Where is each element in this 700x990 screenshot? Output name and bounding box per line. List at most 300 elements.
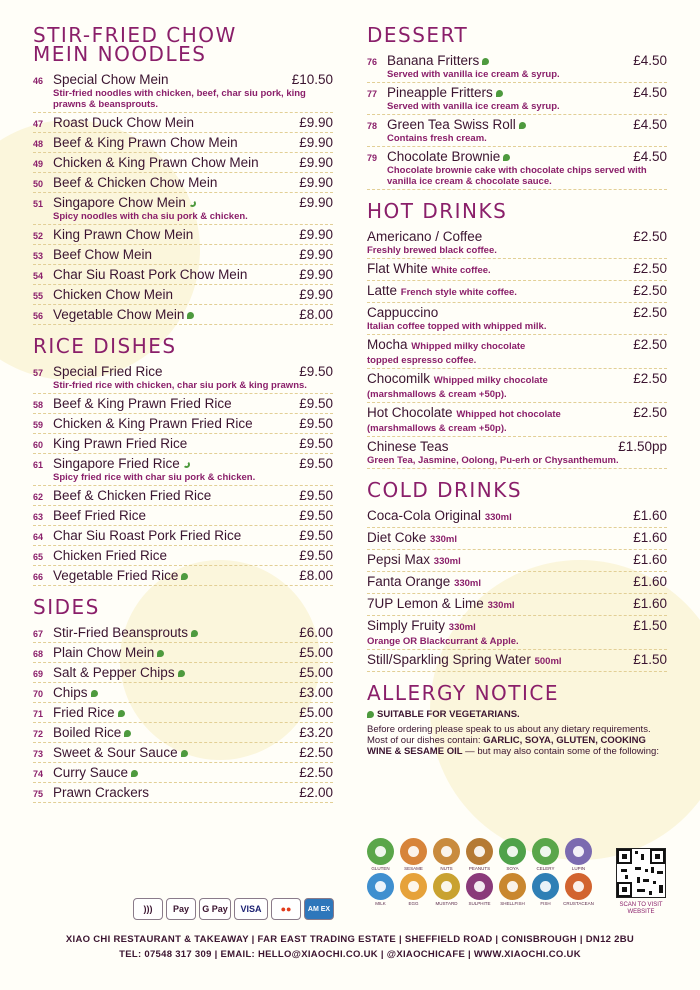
item-price: £2.50 [633, 371, 667, 386]
item-number: 48 [33, 139, 44, 149]
menu-item [33, 486, 333, 506]
item-number: 56 [33, 311, 44, 321]
item-price: £9.90 [299, 175, 333, 190]
menu-item [367, 281, 667, 303]
item-name [53, 685, 299, 700]
item-name [367, 261, 633, 278]
item-name [387, 85, 633, 100]
section-title: STIR-FRIED CHOW MEIN NOODLES [33, 23, 237, 66]
item-name-text: Chicken & King Prawn Fried Rice [53, 416, 253, 431]
menu-item-row [33, 155, 333, 170]
allergen-lupin-icon [565, 838, 592, 871]
qr-label: SCAN TO VISIT WEBSITE [619, 902, 663, 915]
menu-item [367, 51, 667, 83]
item-number: 63 [33, 512, 44, 522]
menu-item [367, 572, 667, 594]
item-number: 75 [33, 789, 44, 799]
menu-item-row [33, 135, 333, 150]
menu-item-row [367, 618, 667, 635]
item-name-text: Chicken Fried Rice [53, 548, 168, 563]
item-price: £1.60 [633, 574, 667, 589]
item-name-text: Char Siu Roast Pork Fried Rice [53, 528, 242, 543]
menu-item-row [33, 568, 333, 583]
vegetarian-icon [191, 630, 198, 637]
item-name [367, 439, 618, 454]
section-rice-dishes [33, 334, 333, 586]
menu-item [33, 362, 333, 394]
item-price: £8.00 [299, 568, 333, 583]
allergen-label: NUTS [440, 866, 453, 871]
item-name [387, 117, 633, 132]
item-number: 68 [33, 649, 44, 659]
google-pay-icon: G Pay [199, 898, 231, 920]
menu-item-row [367, 596, 667, 613]
menu-item [33, 414, 333, 434]
menu-item-row [33, 416, 333, 431]
section-title: COLD DRINKS [367, 478, 523, 502]
menu-item-row [33, 436, 333, 451]
item-number: 69 [33, 669, 44, 679]
allergen-sesame-icon [400, 838, 427, 871]
allergen-label: MILK [375, 901, 386, 906]
menu-item [33, 434, 333, 454]
item-number: 67 [33, 629, 44, 639]
item-name [53, 267, 299, 282]
allergen-glyph [441, 846, 452, 857]
section-hot-drinks [367, 199, 667, 469]
item-number: 73 [33, 749, 44, 759]
item-name [367, 305, 633, 320]
item-price: £1.60 [633, 596, 667, 611]
menu-item [33, 70, 333, 113]
allergen-label: EGG [408, 901, 419, 906]
item-name [367, 596, 633, 613]
vegetarian-icon [367, 711, 374, 718]
item-price: £9.90 [299, 115, 333, 130]
item-description: (marshmallows & cream +50p). [367, 389, 507, 400]
menu-item-row [367, 574, 667, 591]
item-name [53, 416, 299, 431]
item-name [367, 652, 633, 669]
item-price: £9.50 [299, 416, 333, 431]
allergen-label: SULPHITE [468, 901, 491, 906]
menu-item-row [33, 175, 333, 190]
item-price: £2.50 [633, 261, 667, 276]
item-name [53, 625, 299, 640]
amex-icon: AM EX [304, 898, 334, 920]
item-name [53, 568, 299, 583]
vegetarian-icon [157, 650, 164, 657]
left-column [33, 23, 333, 815]
allergen-sulphite-icon [466, 873, 493, 906]
menu-item-row [367, 117, 667, 132]
item-number: 58 [33, 400, 44, 410]
item-price: £2.00 [299, 785, 333, 800]
item-name-text: Sweet & Sour Sauce [53, 745, 178, 760]
allergen-icons [367, 838, 607, 906]
allergen-glyph [408, 846, 419, 857]
item-name-text: Beef & King Prawn Fried Rice [53, 396, 232, 411]
menu-item-row [367, 305, 667, 320]
allergen-gluten-icon [367, 838, 394, 871]
allergen-glyph [540, 881, 551, 892]
item-description: Served with vanilla ice cream & syrup. [387, 101, 560, 112]
allergen-mustard-icon [433, 873, 460, 906]
menu-item [367, 227, 667, 259]
allergen-glyph [408, 881, 419, 892]
section-chow-mein [33, 23, 333, 325]
allergen-label: SHELLFISH [500, 901, 525, 906]
item-name [387, 53, 633, 68]
apple-pay-icon: Pay [166, 898, 196, 920]
vegetarian-icon [91, 690, 98, 697]
menu-item [33, 133, 333, 153]
item-name-text: Singapore Chow Mein [53, 195, 186, 210]
menu-item [33, 683, 333, 703]
item-name [53, 195, 299, 210]
visa-icon: VISA [234, 898, 268, 920]
menu-item [33, 743, 333, 763]
menu-item-row [33, 396, 333, 411]
payment-methods [133, 898, 334, 920]
item-name-text: Plain Chow Mein [53, 645, 155, 660]
contactless-icon: ))) [133, 898, 163, 920]
item-number: 49 [33, 159, 44, 169]
vegetarian-note [367, 709, 667, 720]
item-name [367, 283, 633, 300]
item-price: £2.50 [633, 337, 667, 352]
allergen-glyph [573, 846, 584, 857]
menu-item-row [33, 247, 333, 262]
item-price: £9.90 [299, 267, 333, 282]
menu-item [33, 285, 333, 305]
allergen-label: SESAME [404, 866, 423, 871]
allergen-label: SOYA [506, 866, 519, 871]
vegetarian-icon [124, 730, 131, 737]
item-name-text: Beef & Chicken Chow Mein [53, 175, 218, 190]
allergen-label: CELERY [536, 866, 555, 871]
item-name [53, 645, 299, 660]
item-inline-note: Whipped milky chocolate [433, 375, 548, 386]
menu-item-row [33, 488, 333, 503]
menu-item-row [33, 72, 333, 87]
menu-item-row [33, 548, 333, 563]
menu-item [33, 526, 333, 546]
vegetarian-icon [482, 58, 489, 65]
item-name-text: Chocomilk [367, 371, 431, 386]
menu-item-row [33, 765, 333, 780]
menu-item [367, 369, 667, 403]
item-name [53, 436, 299, 451]
chilli-icon [183, 461, 190, 468]
item-name [53, 364, 299, 379]
item-name-text: Latte [367, 283, 398, 298]
item-inline-note: 330ml [454, 578, 482, 589]
menu-item-row [33, 745, 333, 760]
item-number: 51 [33, 199, 44, 209]
menu-item-row [33, 685, 333, 700]
item-inline-note: 330ml [430, 534, 457, 545]
item-name [367, 618, 633, 635]
allergen-soya-icon [499, 838, 526, 871]
item-number: 74 [33, 769, 44, 779]
item-name-text: Mocha [367, 337, 408, 352]
item-number: 72 [33, 729, 44, 739]
menu-item [367, 616, 667, 650]
item-name-text: Diet Coke [367, 530, 427, 545]
item-price: £2.50 [633, 405, 667, 420]
section-title: SIDES [33, 595, 100, 619]
menu-item-row [367, 283, 667, 300]
vegetarian-icon [519, 122, 526, 129]
menu-item [367, 594, 667, 616]
item-price: £5.00 [299, 645, 333, 660]
item-description: Green Tea, Jasmine, Oolong, Pu-erh or Chysanthemum. [367, 455, 619, 466]
item-name [53, 287, 299, 302]
item-name-text: Special Chow Mein [53, 72, 169, 87]
menu-item-row [367, 405, 667, 422]
item-name [53, 508, 299, 523]
item-name-text: Special Fried Rice [53, 364, 163, 379]
item-name-text: Chocolate Brownie [387, 149, 501, 164]
menu-item-row [33, 625, 333, 640]
qr-code[interactable] [616, 848, 666, 898]
item-description: Chocolate brownie cake with chocolate chips served with vanilla ice cream & chocolate sauce. [387, 165, 647, 187]
allergen-glyph [375, 881, 386, 892]
menu-item [367, 550, 667, 572]
item-number: 65 [33, 552, 44, 562]
item-number: 70 [33, 689, 44, 699]
item-name-text: Still/Sparkling Spring Water [367, 652, 531, 667]
item-name-text: Beef Fried Rice [53, 508, 147, 523]
menu-item [367, 83, 667, 115]
item-name-text: Roast Duck Chow Mein [53, 115, 195, 130]
vegetarian-icon [496, 90, 503, 97]
item-number: 53 [33, 251, 44, 261]
item-description: Served with vanilla ice cream & syrup. [387, 69, 560, 80]
item-inline-note: 330ml [484, 512, 512, 523]
item-name-text: Banana Fritters [387, 53, 480, 68]
allergen-glyph [573, 881, 584, 892]
item-price: £9.90 [299, 287, 333, 302]
menu-item [33, 173, 333, 193]
item-name-text: Boiled Rice [53, 725, 122, 740]
menu-item-row [33, 528, 333, 543]
item-price: £9.50 [299, 436, 333, 451]
item-price: £9.90 [299, 195, 333, 210]
vegetarian-icon [187, 312, 194, 319]
item-name-text: Beef Chow Mein [53, 247, 153, 262]
item-description: Orange OR Blackcurrant & Apple. [367, 636, 519, 647]
menu-item-row [33, 785, 333, 800]
item-name-text: Chicken Chow Mein [53, 287, 174, 302]
allergen-label: PEANUTS [468, 866, 491, 871]
item-price: £4.50 [633, 85, 667, 100]
menu-item [33, 663, 333, 683]
item-price: £9.90 [299, 227, 333, 242]
menu-item-row [367, 53, 667, 68]
section-sides [33, 595, 333, 803]
item-name [53, 528, 299, 543]
item-name-text: Americano / Coffee [367, 229, 483, 244]
item-name-text: Char Siu Roast Pork Chow Mein [53, 267, 248, 282]
allergen-crustacean-icon [563, 873, 594, 906]
allergen-fish-icon [532, 873, 559, 906]
item-name [367, 371, 633, 388]
item-price: £9.50 [299, 508, 333, 523]
item-price: £9.50 [299, 456, 333, 471]
item-description: Stir-fried rice with chicken, char siu pork & king prawns. [53, 380, 307, 391]
item-description: Freshly brewed black coffee. [367, 245, 497, 256]
menu-item-row [33, 456, 333, 471]
item-inline-note: White coffee. [431, 265, 491, 276]
item-description: (marshmallows & cream +50p). [367, 423, 507, 434]
vegetarian-icon [503, 154, 510, 161]
allergen-shellfish-icon [499, 873, 526, 906]
item-price: £2.50 [633, 229, 667, 244]
item-number: 52 [33, 231, 44, 241]
vegetarian-icon [181, 750, 188, 757]
item-price: £4.50 [633, 149, 667, 164]
menu-item [33, 643, 333, 663]
allergen-glyph [474, 846, 485, 857]
item-description: Stir-fried noodles with chicken, beef, char siu pork, king prawns & beansprouts. [53, 88, 306, 110]
item-name [367, 530, 633, 547]
item-name [367, 337, 633, 354]
item-description: Spicy fried rice with char siu pork & chicken. [53, 472, 256, 483]
item-name-text: Flat White [367, 261, 428, 276]
item-name [53, 307, 299, 322]
item-name-text: King Prawn Fried Rice [53, 436, 188, 451]
item-number: 55 [33, 291, 44, 301]
item-price: £9.50 [299, 528, 333, 543]
item-name-text: Curry Sauce [53, 765, 129, 780]
menu-item [33, 245, 333, 265]
allergen-glyph [507, 881, 518, 892]
menu-item [367, 115, 667, 147]
item-name [53, 175, 299, 190]
item-price: £6.00 [299, 625, 333, 640]
item-number: 60 [33, 440, 44, 450]
item-name-text: Cappuccino [367, 305, 439, 320]
item-name-text: Beef & Chicken Fried Rice [53, 488, 212, 503]
menu-item [367, 147, 667, 190]
menu-item-row [33, 364, 333, 379]
menu-item-row [367, 652, 667, 669]
item-price: £4.50 [633, 53, 667, 68]
menu-item-row [33, 645, 333, 660]
item-price: £10.50 [291, 72, 333, 87]
menu-item [367, 528, 667, 550]
menu-item [33, 763, 333, 783]
footer-contact: TEL: 07548 317 309 | EMAIL: HELLO@XIAOCHI.CO.UK | @XIAOCHICAFE | WWW.XIAOCHI.CO.UK [119, 949, 581, 960]
item-price: £8.00 [299, 307, 333, 322]
menu-item-row [367, 439, 667, 454]
item-name [367, 229, 633, 244]
menu-item-row [33, 665, 333, 680]
menu-item [33, 113, 333, 133]
item-number: 46 [33, 76, 44, 86]
item-name [53, 115, 299, 130]
item-name [53, 72, 292, 87]
item-name-text: Green Tea Swiss Roll [387, 117, 516, 132]
item-price: £1.60 [633, 530, 667, 545]
menu-item-row [33, 267, 333, 282]
item-inline-note: 500ml [534, 656, 562, 667]
item-price: £4.50 [633, 117, 667, 132]
item-price: £1.50pp [618, 439, 667, 454]
item-price: £3.20 [299, 725, 333, 740]
item-name [367, 508, 633, 525]
item-number: 76 [367, 57, 378, 67]
menu-item [33, 305, 333, 325]
vegetarian-note-text: SUITABLE FOR VEGETARIANS. [377, 709, 520, 720]
vegetarian-icon [178, 670, 185, 677]
item-number: 50 [33, 179, 44, 189]
allergy-text [367, 724, 667, 757]
item-price: £9.90 [299, 155, 333, 170]
menu-item [367, 303, 667, 335]
menu-item-row [33, 705, 333, 720]
item-inline-note: 330ml [487, 600, 515, 611]
allergen-glyph [441, 881, 452, 892]
allergen-milk-icon [367, 873, 394, 906]
item-name [53, 488, 299, 503]
menu-item-row [33, 287, 333, 302]
item-name-text: Coca-Cola Original [367, 508, 482, 523]
item-price: £2.50 [299, 765, 333, 780]
item-name [367, 574, 633, 591]
allergen-label: LUPIN [571, 866, 586, 871]
vegetarian-icon [131, 770, 138, 777]
section-allergy [367, 681, 667, 757]
item-price: £5.00 [299, 665, 333, 680]
menu-item [33, 193, 333, 225]
item-name-text: Fanta Orange [367, 574, 451, 589]
item-price: £1.50 [633, 618, 667, 633]
section-title: ALLERGY NOTICE [367, 681, 559, 705]
allergen-label: MUSTARD [435, 901, 458, 906]
item-name-text: Simply Fruity [367, 618, 446, 633]
item-name-text: 7UP Lemon & Lime [367, 596, 484, 611]
menu-item [33, 546, 333, 566]
allergen-glyph [375, 846, 386, 857]
item-price: £9.50 [299, 488, 333, 503]
menu-item [33, 225, 333, 245]
item-name-text: Singapore Fried Rice [53, 456, 180, 471]
menu-item-row [367, 371, 667, 388]
vegetarian-icon [118, 710, 125, 717]
menu-item [367, 506, 667, 528]
menu-item [33, 623, 333, 643]
item-name [53, 135, 299, 150]
menu-item-row [367, 337, 667, 354]
menu-item-row [33, 195, 333, 210]
item-description: topped espresso coffee. [367, 355, 477, 366]
item-name-text: Vegetable Fried Rice [53, 568, 179, 583]
item-inline-note: Whipped hot chocolate [456, 409, 561, 420]
item-name-text: Hot Chocolate [367, 405, 453, 420]
item-price: £9.50 [299, 364, 333, 379]
item-name-text: Stir-Fried Beansprouts [53, 625, 189, 640]
item-name-text: King Prawn Chow Mein [53, 227, 194, 242]
allergen-peanuts-icon [466, 838, 493, 871]
item-description: Italian coffee topped with whipped milk. [367, 321, 547, 332]
allergen-glyph [540, 846, 551, 857]
menu-item [33, 394, 333, 414]
item-name [53, 665, 299, 680]
item-name-text: Chicken & King Prawn Chow Mein [53, 155, 259, 170]
